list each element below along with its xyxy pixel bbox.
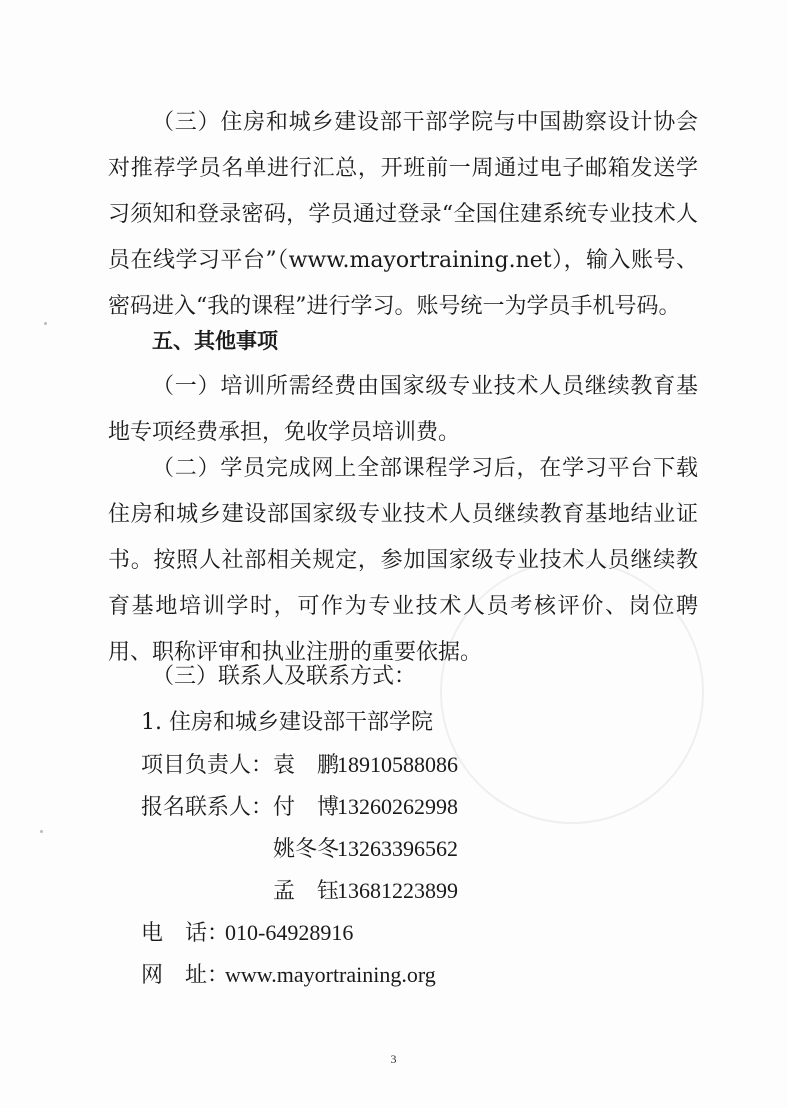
registration-contact-phone: 13263396562 [337, 836, 458, 861]
registration-contact-name: 孟 钰 [273, 879, 340, 904]
contact-row-registration-3 [273, 868, 458, 915]
contact-row-telephone [141, 910, 353, 957]
scan-dot [44, 322, 47, 325]
paragraph-certificate: （二）学员完成网上全部课程学习后，在学习平台下载住房和城乡建设部国家级专业技术人员继续教育基地结业证书。按照人社部相关规定，参加国家级专业技术人员继续教育基地培训学时，可作为专业技术人员考核评价、岗位聘用、职称评审和执业注册的重要依据。 [108, 456, 698, 665]
project-lead-label: 项目负责人： [141, 753, 274, 778]
registration-contact-name: 付 博 [273, 795, 340, 820]
paragraph-login-instructions: （三）住房和城乡建设部干部学院与中国勘察设计协会对推荐学员名单进行汇总，开班前一周通过电子邮箱发送学习须知和登录密码，学员通过登录“全国住建系统专业技术人员在线学习平台”（www.mayortraining.net），输入账号、密码进入“我的课程”进行学习。账号统一为学员手机号码。 [108, 110, 698, 319]
website-url: www.mayortraining.org [225, 962, 436, 987]
registration-label: 报名联系人： [141, 795, 274, 820]
project-lead-name: 袁 鹏 [273, 753, 340, 778]
page-number: 3 [390, 1052, 397, 1066]
project-lead-phone: 18910588086 [337, 752, 458, 777]
contact-row-registration [141, 784, 458, 831]
contact-row-project-lead [141, 742, 458, 789]
paragraph-contacts-heading: （三）联系人及联系方式： [152, 664, 417, 689]
registration-contact-phone: 13260262998 [337, 794, 458, 819]
registration-contact-phone: 13681223899 [337, 878, 458, 903]
scan-dot [40, 830, 43, 833]
telephone-label: 电 话： [141, 921, 230, 946]
contact-org: 1. 住房和城乡建设部干部学院 [141, 710, 433, 735]
registration-contact-name: 姚冬冬 [273, 837, 340, 862]
website-label: 网 址： [141, 963, 230, 988]
paragraph-training-fees: （一）培训所需经费由国家级专业技术人员继续教育基地专项经费承担，免收学员培训费。 [108, 374, 698, 445]
contact-row-website [141, 952, 436, 999]
contact-row-registration-2 [273, 826, 458, 873]
section-heading-other-matters: 五、其他事项 [152, 329, 278, 353]
telephone-number: 010-64928916 [225, 920, 354, 945]
